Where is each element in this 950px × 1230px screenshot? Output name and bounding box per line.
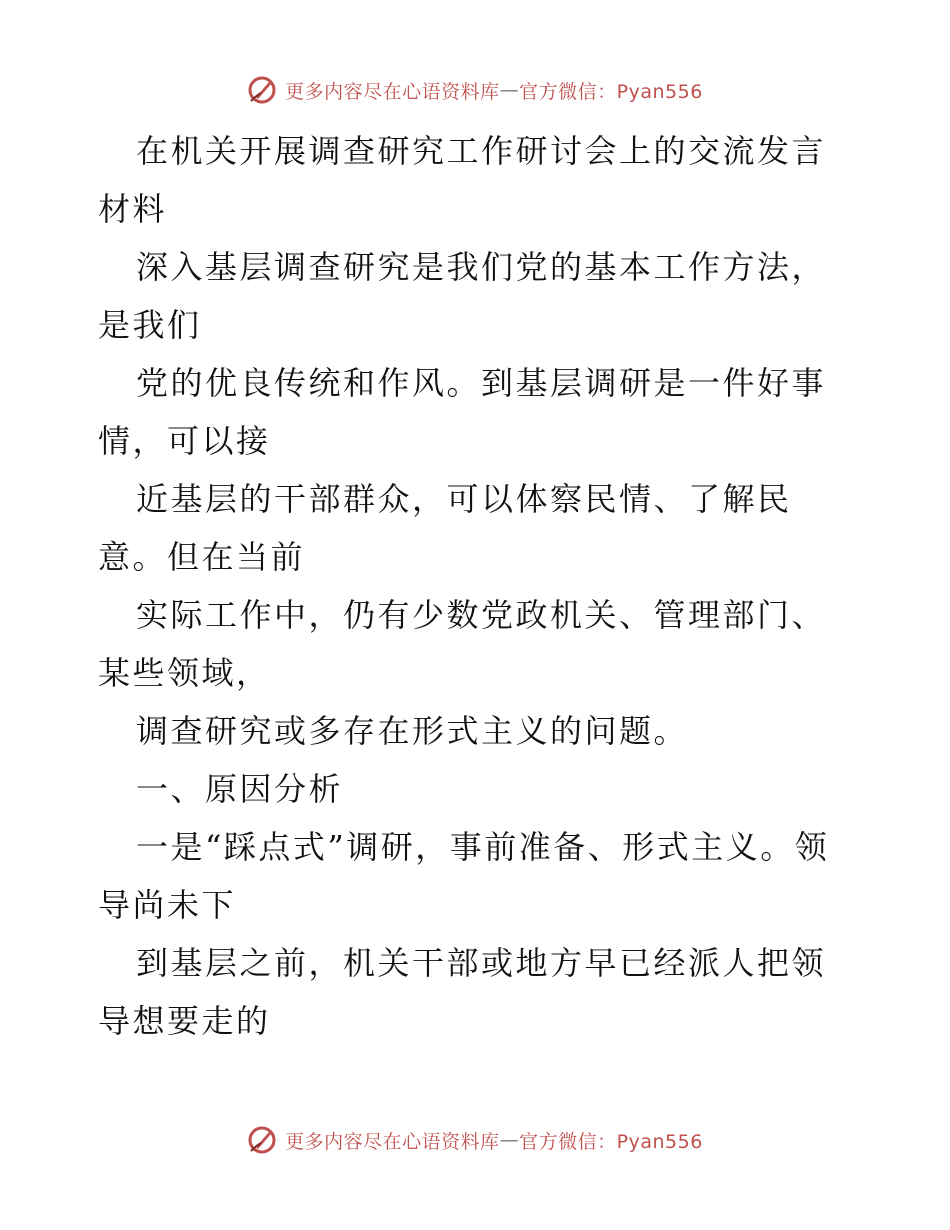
quill-logo-icon (247, 1125, 277, 1155)
paragraph: 实际工作中，仍有少数党政机关、管理部门、某些领域， (98, 596, 827, 692)
paragraph: 党的优良传统和作风。到基层调研是一件好事情，可以接 (98, 364, 827, 460)
paragraph: 深入基层调查研究是我们党的基本工作方法，是我们 (98, 248, 827, 344)
paragraph: 到基层之前，机关干部或地方早已经派人把领导想要走的 (98, 944, 827, 1040)
header-banner (0, 70, 950, 110)
banner-separator: — (499, 1129, 520, 1151)
paragraph: 近基层的干部群众，可以体察民情、了解民意。但在当前 (98, 480, 792, 576)
document-title: 在机关开展调查研究工作研讨会上的交流发言材料 (98, 132, 827, 228)
banner-prefix-text: 更多内容尽在心语资料库 (285, 1130, 500, 1153)
footer-banner (0, 1120, 950, 1160)
section-heading: 一、原因分析 (136, 770, 344, 808)
banner-wechat-text: 官方微信：Pyan556 (519, 1130, 703, 1153)
paragraph: 一是“踩点式”调研，事前准备、形式主义。领导尚未下 (98, 828, 830, 924)
quill-logo-icon (247, 75, 277, 105)
banner-prefix-text: 更多内容尽在心语资料库 (285, 80, 500, 103)
paragraph: 调查研究或多存在形式主义的问题。 (136, 712, 689, 750)
banner-separator: — (499, 79, 520, 101)
document-body (98, 122, 858, 1050)
banner-wechat-text: 官方微信：Pyan556 (519, 80, 703, 103)
